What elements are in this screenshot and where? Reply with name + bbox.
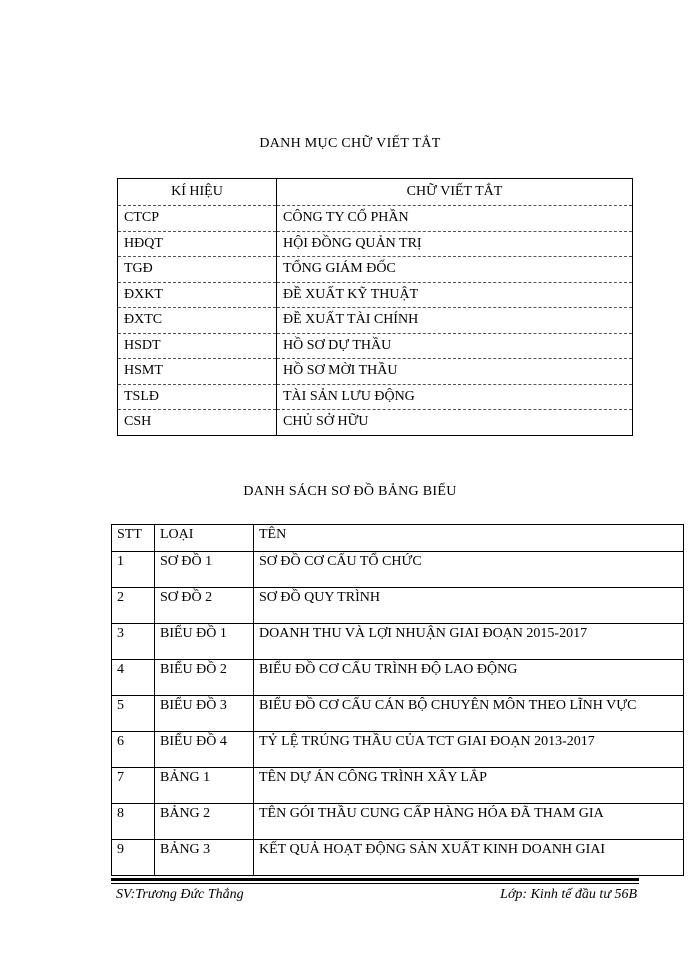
figures-list-title: DANH SÁCH SƠ ĐỒ BẢNG BIỂU [243, 484, 457, 499]
table-header-row [118, 179, 633, 206]
row-number: 4 [112, 660, 155, 696]
abbr-meaning: CHỦ SỞ HỮU [277, 410, 633, 436]
table-row [118, 410, 633, 436]
abbreviations-title: DANH MỤC CHỮ VIẾT TẮT [259, 136, 441, 151]
table-row [112, 552, 684, 588]
row-type: BIỂU ĐỒ 4 [155, 732, 254, 768]
header-type: LOẠI [155, 525, 254, 552]
row-type: BẢNG 3 [155, 840, 254, 876]
row-number: 8 [112, 804, 155, 840]
abbreviations-table [117, 178, 633, 436]
footer-class: Lớp: Kinh tế đầu tư 56B [500, 887, 637, 902]
abbr-meaning: HỒ SƠ MỜI THẦU [277, 359, 633, 385]
table-row [112, 660, 684, 696]
abbr-code: CTCP [118, 206, 277, 232]
row-name: BIỂU ĐỒ CƠ CẤU TRÌNH ĐỘ LAO ĐỘNG [254, 660, 684, 696]
abbr-meaning: CÔNG TY CỔ PHẦN [277, 206, 633, 232]
row-number: 3 [112, 624, 155, 660]
table-row [118, 231, 633, 257]
row-name: BIỂU ĐỒ CƠ CẤU CÁN BỘ CHUYÊN MÔN THEO LĨNH VỰC [254, 696, 684, 732]
row-name: SƠ ĐỒ CƠ CẤU TỔ CHỨC [254, 552, 684, 588]
table-row [112, 624, 684, 660]
abbr-code: TGĐ [118, 257, 277, 283]
figures-list-table [111, 524, 684, 876]
table-row [112, 732, 684, 768]
row-number: 1 [112, 552, 155, 588]
abbr-meaning: ĐỀ XUẤT KỸ THUẬT [277, 282, 633, 308]
row-name: KẾT QUẢ HOẠT ĐỘNG SẢN XUẤT KINH DOANH GIAI [254, 840, 684, 876]
table-row [112, 696, 684, 732]
footer-divider [111, 878, 639, 881]
row-type: SƠ ĐỒ 1 [155, 552, 254, 588]
abbr-meaning: TỔNG GIÁM ĐỐC [277, 257, 633, 283]
table-row [118, 333, 633, 359]
row-number: 6 [112, 732, 155, 768]
table-row [112, 588, 684, 624]
row-name: SƠ ĐỒ QUY TRÌNH [254, 588, 684, 624]
row-type: BẢNG 1 [155, 768, 254, 804]
abbr-meaning: HỒ SƠ DỰ THẦU [277, 333, 633, 359]
abbr-meaning: ĐỀ XUẤT TÀI CHÍNH [277, 308, 633, 334]
table-row [118, 206, 633, 232]
footer-student: SV:Trương Đức Thắng [116, 887, 244, 902]
row-number: 5 [112, 696, 155, 732]
abbr-code: HSDT [118, 333, 277, 359]
row-name: TÊN DỰ ÁN CÔNG TRÌNH XÂY LẮP [254, 768, 684, 804]
header-meaning: CHỮ VIẾT TẮT [277, 179, 633, 206]
footer-divider-thin [111, 883, 639, 884]
table-row [118, 308, 633, 334]
table-row [118, 257, 633, 283]
abbr-code: ĐXTC [118, 308, 277, 334]
row-name: TÊN GÓI THẦU CUNG CẤP HÀNG HÓA ĐÃ THAM GIA [254, 804, 684, 840]
row-type: BIỂU ĐỒ 1 [155, 624, 254, 660]
header-symbol: KÍ HIỆU [118, 179, 277, 206]
abbr-code: ĐXKT [118, 282, 277, 308]
row-number: 9 [112, 840, 155, 876]
table-row [112, 804, 684, 840]
table-row [112, 768, 684, 804]
header-stt: STT [112, 525, 155, 552]
abbr-code: CSH [118, 410, 277, 436]
row-name: DOANH THU VÀ LỢI NHUẬN GIAI ĐOẠN 2015-2017 [254, 624, 684, 660]
table-header-row [112, 525, 684, 552]
abbr-code: HĐQT [118, 231, 277, 257]
header-name: TÊN [254, 525, 684, 552]
table-row [112, 840, 684, 876]
table-row [118, 359, 633, 385]
abbr-code: TSLĐ [118, 384, 277, 410]
row-type: SƠ ĐỒ 2 [155, 588, 254, 624]
row-type: BIỂU ĐỒ 2 [155, 660, 254, 696]
row-type: BIỂU ĐỒ 3 [155, 696, 254, 732]
abbr-meaning: HỘI ĐỒNG QUẢN TRỊ [277, 231, 633, 257]
row-type: BẢNG 2 [155, 804, 254, 840]
row-name: TỶ LỆ TRÚNG THẦU CỦA TCT GIAI ĐOẠN 2013-2017 [254, 732, 684, 768]
table-row [118, 282, 633, 308]
abbr-code: HSMT [118, 359, 277, 385]
row-number: 7 [112, 768, 155, 804]
abbr-meaning: TÀI SẢN LƯU ĐỘNG [277, 384, 633, 410]
table-row [118, 384, 633, 410]
row-number: 2 [112, 588, 155, 624]
